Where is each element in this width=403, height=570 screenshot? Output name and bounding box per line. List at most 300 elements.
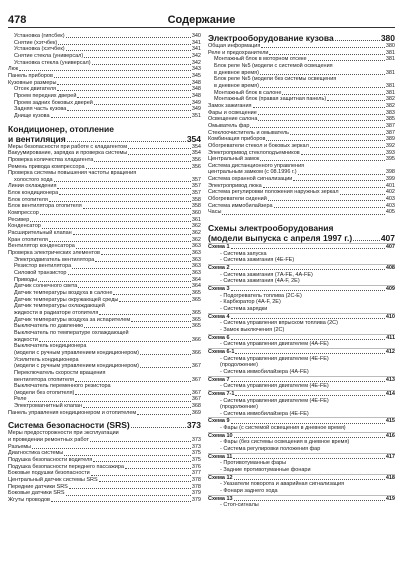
page-title: Содержание — [167, 14, 236, 26]
toc-entry — [8, 497, 201, 504]
entry-page: 360 — [191, 210, 201, 217]
entry-title: Схема 6 — [208, 334, 230, 341]
leader-dots — [54, 77, 191, 78]
entry-page: 409 — [385, 286, 395, 292]
leader-dots — [19, 70, 191, 71]
schema-heading — [208, 243, 395, 251]
toc-entry — [208, 163, 395, 170]
entry-title: (модели без отопителя) — [14, 389, 75, 396]
section-gap — [208, 216, 395, 220]
entry-title: Разъемы — [8, 443, 32, 450]
toc-entry — [8, 113, 201, 120]
entry-page: 375 — [191, 457, 201, 464]
entry-title: центральным замком (с 08.1996 г.) — [208, 169, 297, 176]
schema-subitem: - Задние противотуманные фонари — [220, 467, 311, 474]
entry-title: Вакуумирование, зарядка и проверка системы — [8, 150, 128, 157]
entry-title: Реле и предохранители — [208, 49, 269, 56]
leader-dots — [269, 54, 384, 55]
entry-page: 412 — [385, 348, 395, 355]
toc-entry — [8, 490, 201, 497]
entry-page: 402 — [385, 189, 395, 196]
entry-title: Схема 2 — [208, 265, 230, 272]
leader-dots — [68, 274, 191, 275]
schema-subitem: - Система зарядки — [220, 305, 268, 312]
toc-entry — [208, 136, 395, 143]
toc-entry — [8, 73, 201, 80]
leader-dots — [231, 339, 386, 340]
entry-page: 401 — [385, 182, 395, 189]
toc-entry — [208, 209, 395, 216]
leader-dots — [290, 134, 385, 135]
entry-title: Датчик температуры окружающей среды — [14, 296, 119, 303]
entry-title: Кузовные размеры — [8, 79, 57, 86]
entry-title: Монтажный блок в моторном отсеке — [214, 56, 307, 63]
toc-entry — [8, 377, 201, 384]
toc-entry — [8, 263, 201, 270]
leader-dots — [99, 314, 190, 315]
entry-page: 364 — [191, 276, 201, 283]
schema-subitem: - Фонари заднего хода — [220, 488, 278, 495]
toc-entry — [8, 177, 201, 184]
entry-page: 378 — [191, 483, 201, 490]
schema-subitem: - Система управления двигателем (4E-FE) — [220, 397, 329, 404]
leader-dots — [58, 44, 191, 45]
entry-page: 379 — [191, 490, 201, 497]
entry-page: 340 — [191, 33, 201, 39]
leader-dots — [261, 47, 385, 48]
toc-entry — [8, 33, 201, 40]
entry-title: жидкости в радиаторе отопителя — [14, 309, 99, 316]
leader-dots — [42, 228, 191, 229]
entry-title: Замок зажигания — [208, 102, 252, 109]
entry-title: Обогреватели стекол и боковых зеркал — [208, 142, 309, 149]
entry-title: Выключатель по температуре охлаждающей — [14, 329, 129, 336]
entry-page: 381 — [385, 89, 395, 96]
schema-heading — [208, 417, 395, 425]
toc-entry — [8, 403, 201, 410]
entry-title: Стеклоочиститель и омыватель — [208, 129, 290, 136]
entry-title: Подушка безопасности переднего пассажира — [8, 463, 124, 470]
schema-heading — [208, 495, 395, 503]
toc-entry — [8, 330, 201, 337]
entry-title: Снятие стекла (универсал) — [14, 52, 84, 59]
leader-dots — [57, 90, 191, 91]
toc-entry — [8, 183, 201, 190]
leader-dots — [308, 60, 385, 61]
entry-page: 356 — [191, 156, 201, 163]
toc-entry — [8, 197, 201, 204]
toc-entry — [208, 43, 395, 50]
leader-dots — [30, 221, 191, 222]
schema-subitem: - Система зажигания (4A-F, 2E) — [220, 278, 300, 285]
toc-entry — [8, 80, 201, 87]
entry-title: Выключатель по давлению — [14, 323, 84, 330]
leader-dots — [353, 240, 380, 241]
section-heading — [8, 134, 201, 144]
leader-dots — [231, 269, 385, 270]
entry-page: 407 — [385, 244, 395, 251]
entry-title: Центральный датчик системы SRS — [8, 477, 98, 484]
leader-dots — [234, 479, 385, 480]
entry-page: 399 — [385, 176, 395, 183]
leader-dots — [92, 64, 191, 65]
entry-page: 408 — [385, 265, 395, 272]
toc-entry — [8, 157, 201, 164]
entry-page: 366 — [191, 336, 201, 343]
leader-dots — [335, 40, 380, 41]
toc-entry — [8, 93, 201, 100]
section-heading: Схемы электрооборудования — [208, 223, 334, 234]
entry-title: Электрооборудование кузова — [208, 33, 334, 43]
entry-page: 377 — [191, 470, 201, 477]
leader-dots — [274, 207, 385, 208]
entry-title: Электропривод стеклоподъемников — [208, 149, 300, 156]
entry-page: 343 — [191, 66, 201, 73]
leader-dots — [131, 321, 191, 322]
section-heading — [208, 33, 395, 43]
entry-title: Обогреватели сидений — [208, 196, 267, 203]
leader-dots — [49, 201, 191, 202]
entry-title: Фары и освещение — [208, 109, 257, 116]
entry-title: Омыватель фар — [208, 122, 250, 129]
entry-page: 382 — [385, 102, 395, 109]
leader-dots — [66, 50, 191, 51]
leader-dots — [38, 281, 191, 282]
leader-dots — [51, 117, 191, 118]
toc-entry — [208, 156, 395, 163]
leader-dots — [49, 241, 191, 242]
leader-dots — [99, 481, 191, 482]
entry-title: (модели с ручным управлением кондиционером) — [14, 349, 139, 356]
entry-page: 380 — [385, 43, 395, 49]
entry-page: 351 — [191, 112, 201, 119]
schema-heading — [208, 376, 395, 384]
toc-entry — [8, 164, 201, 171]
entry-page: 373 — [186, 420, 201, 431]
entry-title: холостого хода — [14, 176, 53, 183]
schema-subitem: - Система управления двигателем (4E-FE) — [220, 355, 329, 362]
leader-dots — [140, 367, 191, 368]
entry-title: в дневное время) — [214, 82, 259, 89]
entry-page: 362 — [191, 230, 201, 237]
leader-dots — [128, 154, 191, 155]
entry-page: 358 — [191, 196, 201, 203]
entry-page: 367 — [191, 363, 201, 370]
toc-entry — [8, 484, 201, 491]
leader-dots — [234, 437, 385, 438]
entry-title: Подушка безопасности водителя — [8, 457, 93, 464]
entry-title: в дневное время) — [214, 69, 259, 76]
entry-page: 381 — [385, 69, 395, 76]
entry-title: Реле — [14, 396, 27, 403]
entry-title: Приводы — [14, 276, 38, 283]
toc-entry — [208, 56, 395, 63]
leader-dots — [40, 214, 191, 215]
entry-title: Схема 1 — [208, 244, 230, 251]
leader-dots — [125, 468, 191, 469]
schema-subitem: - Система управления двигателем (4A-FE) — [220, 341, 329, 348]
entry-title: Датчик солнечного света — [14, 283, 78, 290]
leader-dots — [83, 208, 191, 209]
leader-dots — [83, 407, 191, 408]
toc-entry — [8, 444, 201, 451]
leader-dots — [93, 461, 191, 462]
entry-title: Установка (гипсбек) — [14, 33, 65, 39]
entry-title: Меры предосторожности при эксплуатации — [8, 430, 119, 437]
toc-entry — [208, 130, 395, 137]
schema-heading — [208, 453, 395, 461]
entry-title: Система дистанционного управления — [208, 162, 305, 169]
entry-title: жидкости — [14, 336, 38, 343]
entry-page: 363 — [191, 250, 201, 257]
leader-dots — [282, 94, 384, 95]
schema-subitem: - Фары (с системой освещения в дневное время) — [220, 425, 346, 432]
leader-dots — [69, 488, 191, 489]
right-column — [208, 33, 395, 509]
entry-title: Часы — [208, 209, 222, 216]
entry-title: Боковые датчики SRS — [8, 490, 65, 497]
entry-page: 354 — [191, 143, 201, 150]
entry-page: 418 — [385, 474, 395, 481]
leader-dots — [90, 441, 191, 442]
entry-title: Силовой транзистор — [14, 270, 67, 276]
entry-page: 385 — [385, 116, 395, 123]
leader-dots — [39, 341, 191, 342]
toc-entry — [8, 66, 201, 73]
toc-entry — [8, 230, 201, 237]
schema-subitem: - Карбюратор (4A-F, 2E) — [220, 299, 281, 306]
leader-dots — [235, 395, 384, 396]
toc-entry — [8, 357, 201, 364]
entry-title: Установка стекла (универсал) — [14, 59, 91, 66]
entry-page: 363 — [191, 243, 201, 250]
schema-heading — [208, 285, 395, 293]
toc-entry — [8, 144, 201, 151]
leader-dots — [340, 194, 385, 195]
entry-page: 375 — [191, 450, 201, 457]
entry-title: Монтажный блок (правая защитная панель) — [214, 96, 327, 103]
leader-dots — [233, 458, 385, 459]
entry-title: Днище кузова — [14, 112, 50, 119]
entry-page: 416 — [385, 432, 395, 439]
entry-page: 342 — [191, 52, 201, 59]
entry-title: Отсек двигателя — [14, 86, 57, 93]
leader-dots — [101, 254, 191, 255]
entry-page: 362 — [191, 236, 201, 243]
section-heading — [8, 420, 201, 430]
entry-page: 348 — [191, 86, 201, 93]
entry-page: 414 — [385, 390, 395, 397]
leader-dots — [258, 120, 384, 121]
leader-dots — [268, 200, 385, 201]
entry-page: 341 — [191, 39, 201, 46]
entry-page: 362 — [191, 223, 201, 230]
entry-title: (модели с ручным управлением кондиционером) — [14, 363, 139, 370]
entry-page: 365 — [191, 323, 201, 330]
header-rule — [8, 27, 395, 28]
entry-title: вентилятора отопителя — [14, 376, 74, 383]
toc-entry — [8, 217, 201, 224]
toc-entry — [8, 150, 201, 157]
toc-entry — [8, 277, 201, 284]
entry-title: Проверка количества хладагента — [8, 156, 94, 163]
toc-entry — [8, 350, 201, 357]
leader-dots — [258, 114, 385, 115]
toc-entry — [208, 110, 395, 117]
toc-entry — [8, 250, 201, 257]
toc-entry — [8, 477, 201, 484]
entry-page: 381 — [385, 82, 395, 89]
entry-title: Общая информация — [208, 43, 261, 49]
entry-title: Меры безопасности при работе с кладагентом — [8, 143, 127, 150]
leader-dots — [266, 140, 384, 141]
schema-subitem: - Система регулировки положения фар — [220, 446, 321, 453]
entry-title: Схема 7 — [208, 376, 230, 383]
toc-entry — [8, 323, 201, 330]
leader-dots — [140, 354, 191, 355]
toc-entry — [208, 203, 395, 210]
leader-dots — [66, 495, 191, 496]
toc-entry — [8, 53, 201, 60]
leader-dots — [94, 104, 191, 105]
entry-title: Конденсатор — [8, 223, 41, 230]
entry-title: Система охранной сигнализации — [208, 176, 293, 183]
entry-page: 378 — [191, 477, 201, 484]
leader-dots — [73, 234, 191, 235]
toc-entry — [8, 464, 201, 471]
entry-title: Электромагнитный клапан — [14, 403, 83, 410]
entry-page: 342 — [191, 59, 201, 66]
entry-title: Проверка системы повышения частоты вращения — [8, 170, 137, 177]
entry-title: Передние датчики SRS — [8, 483, 68, 490]
entry-title: Схема 11 — [208, 453, 233, 460]
entry-title: Схема 6-1 — [208, 348, 235, 355]
entry-page: 389 — [385, 136, 395, 143]
leader-dots — [301, 154, 385, 155]
leader-dots — [250, 127, 384, 128]
leader-dots — [76, 248, 191, 249]
toc-entry — [8, 86, 201, 93]
leader-dots — [128, 148, 191, 149]
entry-page: 357 — [191, 190, 201, 197]
entry-page: 366 — [191, 349, 201, 356]
entry-title: Блок реле №5 (модели без системы освещения — [214, 76, 337, 83]
toc-entry — [8, 46, 201, 53]
entry-page: 369 — [191, 409, 201, 416]
entry-page: 363 — [191, 256, 201, 263]
entry-page: 361 — [191, 216, 201, 223]
schema-subitem: - Система запуска — [220, 250, 267, 257]
toc-entry — [208, 123, 395, 130]
leader-dots — [263, 187, 385, 188]
entry-page: 357 — [191, 183, 201, 190]
entry-title: Усилитель кондиционера — [14, 356, 79, 363]
entry-title: Проем задних боковых дверей — [14, 99, 93, 106]
entry-title: Датчик температуры охлаждающей — [14, 303, 105, 310]
leader-dots — [94, 161, 191, 162]
entry-page: 403 — [385, 196, 395, 203]
leader-dots — [119, 301, 190, 302]
schema-subitem: (продолжение) — [220, 404, 258, 411]
toc-entry — [8, 290, 201, 297]
entry-title: Схема 3 — [208, 286, 230, 292]
leader-dots — [253, 107, 385, 108]
entry-page: 387 — [385, 122, 395, 129]
section-heading — [208, 233, 395, 243]
entry-title: Снятие (хэтчбек) — [14, 39, 58, 46]
leader-dots — [28, 401, 191, 402]
entry-title: Вентилятор конденсатора — [8, 243, 75, 250]
leader-dots — [66, 37, 191, 38]
schema-subitem: - Система иммобилайзера (4E-FE) — [220, 410, 309, 417]
schema-subitem: - Система зажигания (4E-FE) — [220, 257, 295, 264]
leader-dots — [260, 87, 385, 88]
toc-entry — [8, 430, 201, 437]
entry-page: 407 — [380, 233, 395, 244]
schema-heading — [208, 390, 395, 398]
entry-page: 365 — [191, 296, 201, 303]
schema-subitem: - Подогреватель топлива (2C-E) — [220, 292, 302, 299]
entry-title: Блок отопителя — [8, 196, 48, 203]
leader-dots — [298, 174, 385, 175]
entry-title: Блок кондиционера — [8, 190, 59, 197]
leader-dots — [234, 500, 385, 501]
leader-dots — [260, 74, 385, 75]
toc-entry — [8, 390, 201, 397]
entry-page: 395 — [385, 156, 395, 163]
leader-dots — [84, 57, 191, 58]
entry-page: 381 — [385, 56, 395, 63]
entry-page: 392 — [385, 142, 395, 149]
entry-title: Ресивер — [8, 216, 30, 223]
schema-subitem: - Система иммобилайзера (4A-FE) — [220, 368, 309, 375]
toc-entry — [208, 143, 395, 150]
toc-entry — [8, 310, 201, 317]
entry-title: Проверка электрических элементов — [8, 250, 100, 257]
entry-title: Боковые подушки безопасности — [8, 470, 90, 477]
schema-subitem: - Система управления двигателем (4E-FE) — [220, 383, 329, 390]
schema-heading — [208, 334, 395, 342]
entry-title: Переключатель скорости вращения — [14, 369, 106, 376]
entry-page: 345 — [191, 72, 201, 79]
entry-page: 368 — [191, 403, 201, 410]
entry-page: 379 — [191, 497, 201, 503]
toc-entry — [208, 103, 395, 110]
leader-dots — [75, 394, 190, 395]
leader-dots — [67, 141, 186, 142]
toc-entry — [208, 63, 395, 70]
entry-title: Панель приборов — [8, 72, 53, 79]
entry-title: Проем передних дверей — [14, 92, 77, 99]
entry-page: 349 — [191, 106, 201, 113]
entry-page: 417 — [385, 453, 395, 460]
entry-title: Схема 12 — [208, 474, 233, 481]
entry-page: 365 — [191, 309, 201, 316]
entry-page: 403 — [385, 202, 395, 209]
toc-entry — [8, 257, 201, 264]
schema-subitem: - Система управления впрыском топлива (2C) — [220, 320, 338, 327]
left-column — [8, 33, 201, 504]
entry-page: 393 — [385, 149, 395, 156]
entry-page: 367 — [191, 396, 201, 403]
toc-entry — [208, 76, 395, 83]
toc-entry — [8, 343, 201, 350]
toc-entry — [208, 83, 395, 90]
entry-title: Блок вентилятора отопителя — [8, 203, 82, 210]
entry-title: Монтажный блок в салоне — [214, 89, 282, 96]
entry-page: 373 — [191, 443, 201, 450]
entry-page: 398 — [385, 169, 395, 176]
